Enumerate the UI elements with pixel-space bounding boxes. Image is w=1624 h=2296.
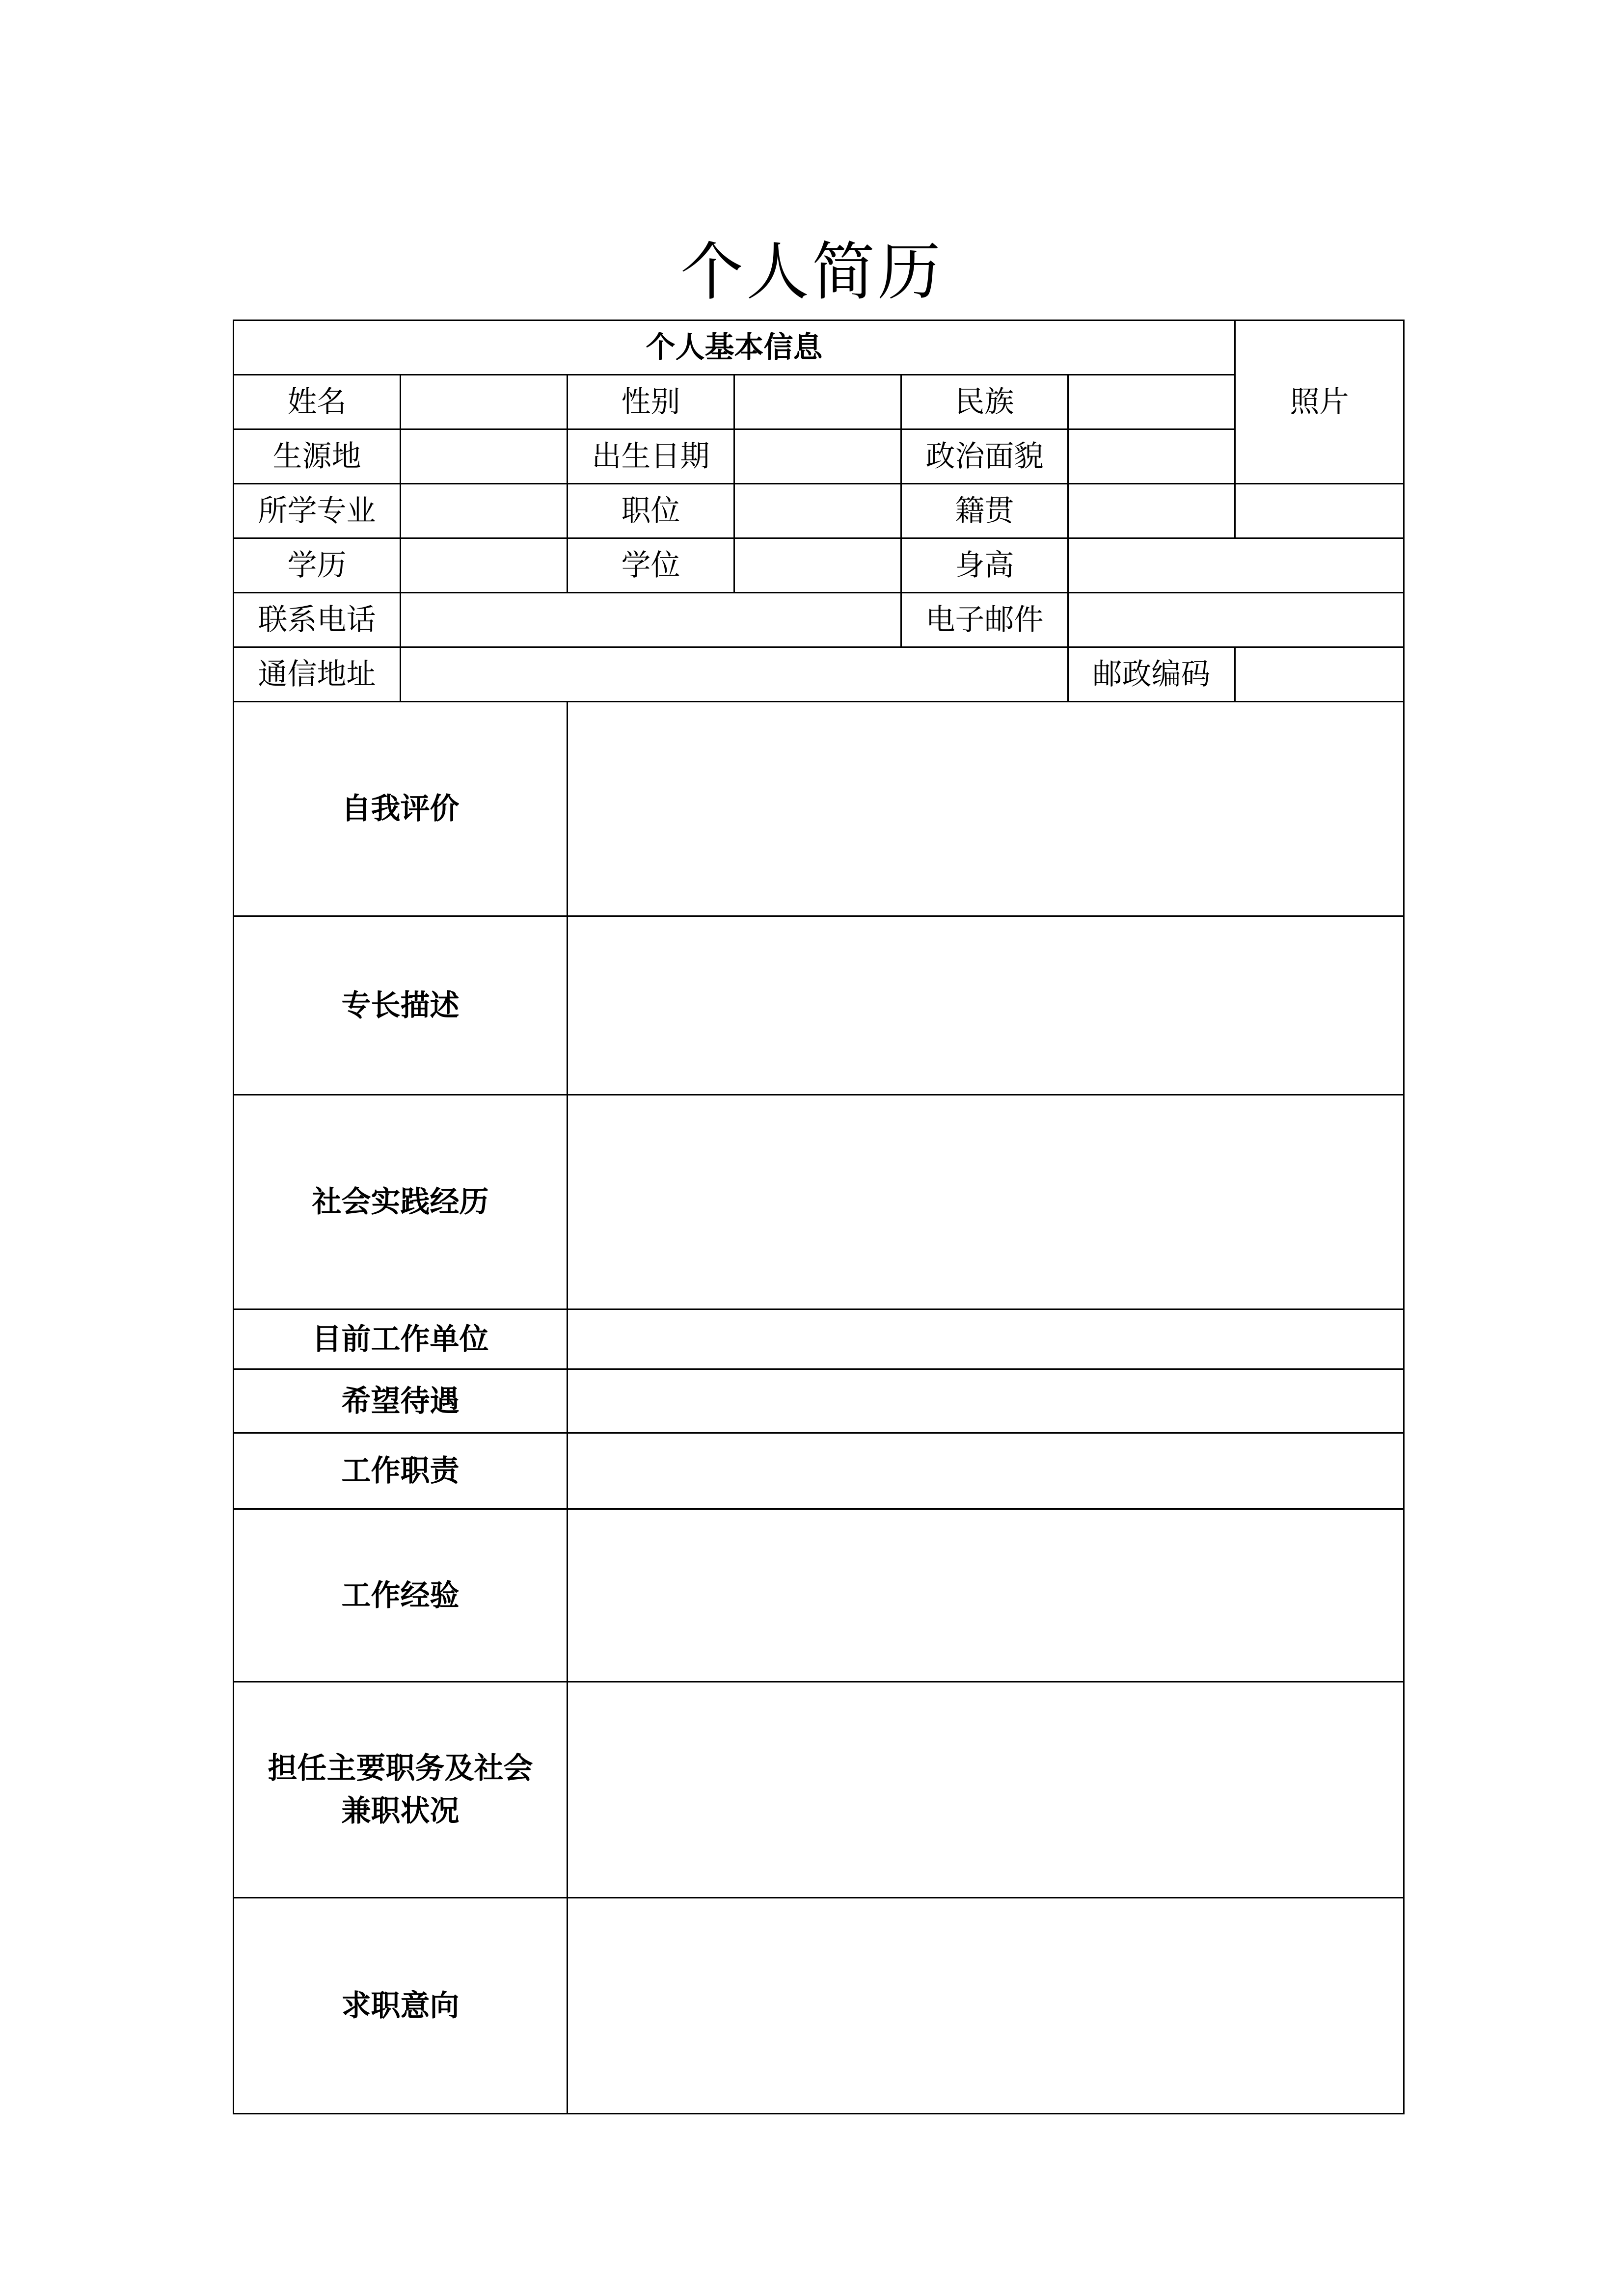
position-label: 职位 (568, 484, 734, 538)
work-experience-field[interactable] (568, 1509, 1404, 1682)
photo-area[interactable] (1235, 484, 1404, 538)
job-duties-label: 工作职责 (234, 1433, 568, 1509)
name-label: 姓名 (234, 375, 401, 429)
current-employer-label: 目前工作单位 (234, 1309, 568, 1369)
postcode-label: 邮政编码 (1068, 647, 1235, 702)
height-field[interactable] (1068, 538, 1404, 593)
resume-table (233, 320, 1405, 2114)
job-intention-field[interactable] (568, 1898, 1404, 2114)
height-label: 身高 (901, 538, 1068, 593)
education-label: 学历 (234, 538, 401, 593)
expected-pay-label: 希望待遇 (234, 1369, 568, 1433)
positions-held-label: 担任主要职务及社会兼职状况 (234, 1682, 568, 1898)
major-field[interactable] (401, 484, 568, 538)
page-title: 个人简历 (680, 236, 944, 309)
skills-label: 专长描述 (234, 916, 568, 1095)
current-employer-field[interactable] (568, 1309, 1404, 1369)
degree-field[interactable] (734, 538, 901, 593)
address-label: 通信地址 (234, 647, 401, 702)
birth-date-label: 出生日期 (568, 429, 734, 484)
self-evaluation-field[interactable] (568, 702, 1404, 916)
major-label: 所学专业 (234, 484, 401, 538)
skills-field[interactable] (568, 916, 1404, 1095)
political-status-label: 政治面貌 (901, 429, 1068, 484)
gender-label: 性别 (568, 375, 734, 429)
email-label: 电子邮件 (901, 593, 1068, 647)
native-place-field[interactable] (1068, 484, 1235, 538)
name-field[interactable] (401, 375, 568, 429)
expected-pay-field[interactable] (568, 1369, 1404, 1433)
phone-label: 联系电话 (234, 593, 401, 647)
work-experience-label: 工作经验 (234, 1509, 568, 1682)
positions-held-field[interactable] (568, 1682, 1404, 1898)
self-evaluation-label: 自我评价 (234, 702, 568, 916)
degree-label: 学位 (568, 538, 734, 593)
basic-info-header: 个人基本信息 (234, 320, 1235, 375)
political-status-field[interactable] (1068, 429, 1235, 484)
phone-field[interactable] (401, 593, 901, 647)
address-field[interactable] (401, 647, 1068, 702)
gender-field[interactable] (734, 375, 901, 429)
birth-date-field[interactable] (734, 429, 901, 484)
postcode-field[interactable] (1235, 647, 1404, 702)
position-field[interactable] (734, 484, 901, 538)
ethnicity-label: 民族 (901, 375, 1068, 429)
ethnicity-field[interactable] (1068, 375, 1235, 429)
job-duties-field[interactable] (568, 1433, 1404, 1509)
origin-label: 生源地 (234, 429, 401, 484)
origin-field[interactable] (401, 429, 568, 484)
social-practice-field[interactable] (568, 1095, 1404, 1309)
job-intention-label: 求职意向 (234, 1898, 568, 2114)
email-field[interactable] (1068, 593, 1404, 647)
education-field[interactable] (401, 538, 568, 593)
photo-cell[interactable]: 照片 (1235, 320, 1404, 484)
native-place-label: 籍贯 (901, 484, 1068, 538)
social-practice-label: 社会实践经历 (234, 1095, 568, 1309)
